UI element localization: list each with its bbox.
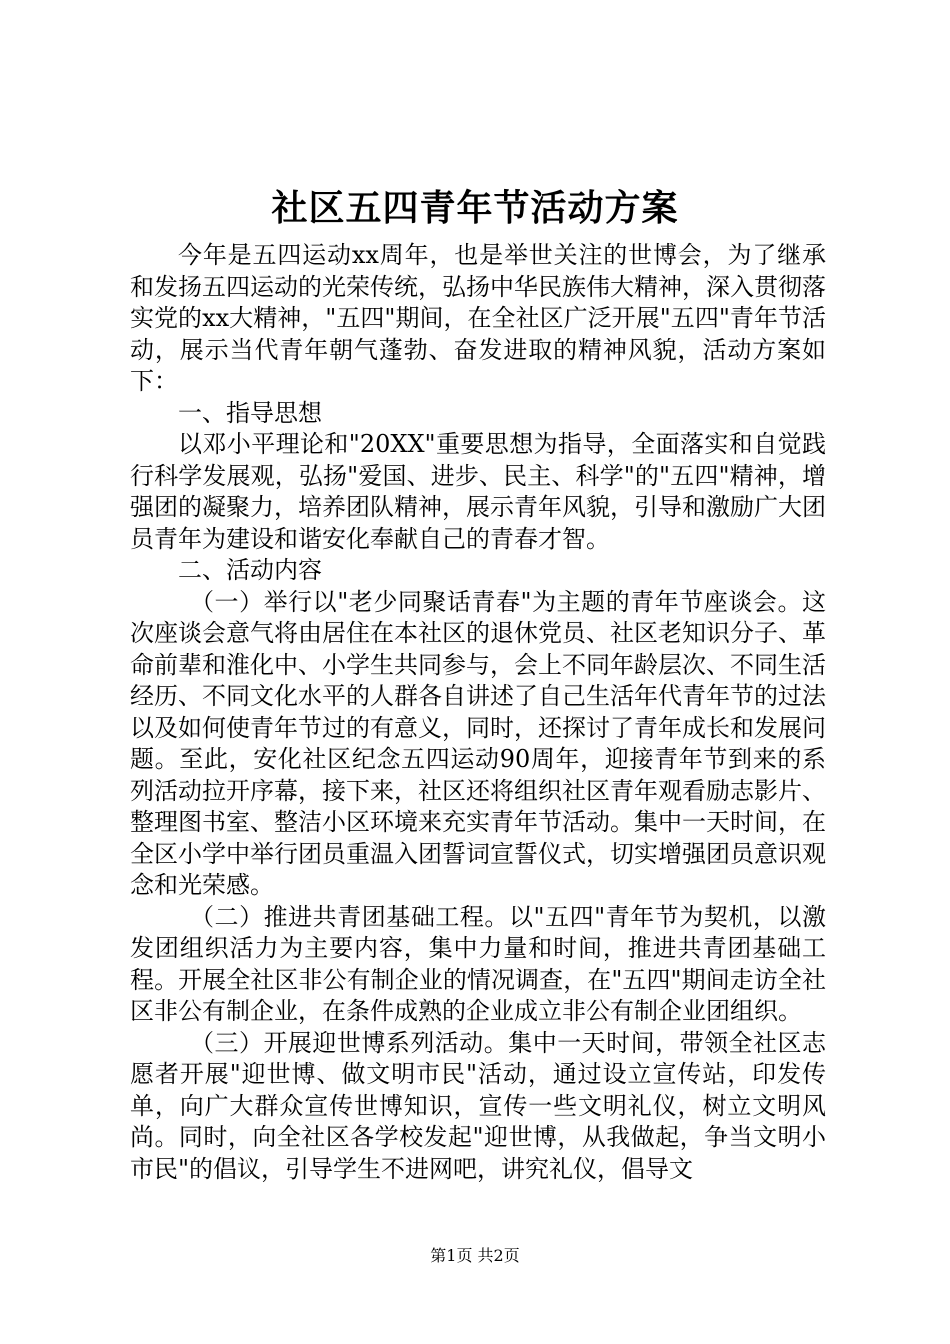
- activity-item-1-paragraph: （一）举行以"老少同聚话青春"为主题的青年节座谈会。这次座谈会意气将由居住在本社区的退休党员、社区老知识分子、革命前辈和淮化中、小学生共同参与，会上不同年龄层次、不同生活经历、不同文化水平的人群各自讲述了自己生活年代青年节的过法以及如何使青年节过的有意义，同时，还探讨了青年成长和发展问题。至此，安化社区纪念五四运动90周年，迎接青年节到来的系列活动拉开序幕，接下来，社区还将组织社区青年观看励志影片、整理图书室、整洁小区环境来充实青年节活动。集中一天时间，在全区小学中举行团员重温入团誓词宣誓仪式，切实增强团员意识观念和光荣感。: [130, 587, 826, 899]
- section-heading-guiding-ideology: 一、指导思想: [178, 398, 322, 427]
- document-title: 社区五四青年节活动方案: [271, 187, 679, 229]
- page-number-footer: 第1页 共2页: [430, 1246, 520, 1265]
- activity-item-3-paragraph: （三）开展迎世博系列活动。集中一天时间，带领全社区志愿者开展"迎世博、做文明市民"活动，通过设立宣传站，印发传单，向广大群众宣传世博知识，宣传一些文明礼仪，树立文明风尚。同时，向全社区各学校发起"迎世博，从我做起，争当文明小市民"的倡议，引导学生不进网吧，讲究礼仪，倡导文: [130, 1028, 826, 1183]
- section-heading-activity-content: 二、活动内容: [178, 556, 322, 584]
- guiding-ideology-paragraph: 以邓小平理论和"20XX"重要思想为指导，全面落实和自觉践行科学发展观，弘扬"爱国、进步、民主、科学"的"五四"精神，增强团的凝聚力，培养团队精神，展示青年风貌，引导和激励广大团员青年为建设和谐安化奉献自己的青春才智。: [130, 430, 826, 553]
- intro-paragraph: 今年是五四运动xx周年，也是举世关注的世博会，为了继承和发扬五四运动的光荣传统，弘扬中华民族伟大精神，深入贯彻落实党的xx大精神，"五四"期间，在全社区广泛开展"五四"青年节活动，展示当代青年朝气蓬勃、奋发进取的精神风貌，活动方案如下：: [130, 241, 826, 395]
- activity-item-2-paragraph: （二）推进共青团基础工程。以"五四"青年节为契机，以激发团组织活力为主要内容，集中力量和时间，推进共青团基础工程。开展全社区非公有制企业的情况调查，在"五四"期间走访全社区非公有制企业，在条件成熟的企业成立非公有制企业团组织。: [130, 902, 826, 1025]
- document-body: [130, 240, 826, 1185]
